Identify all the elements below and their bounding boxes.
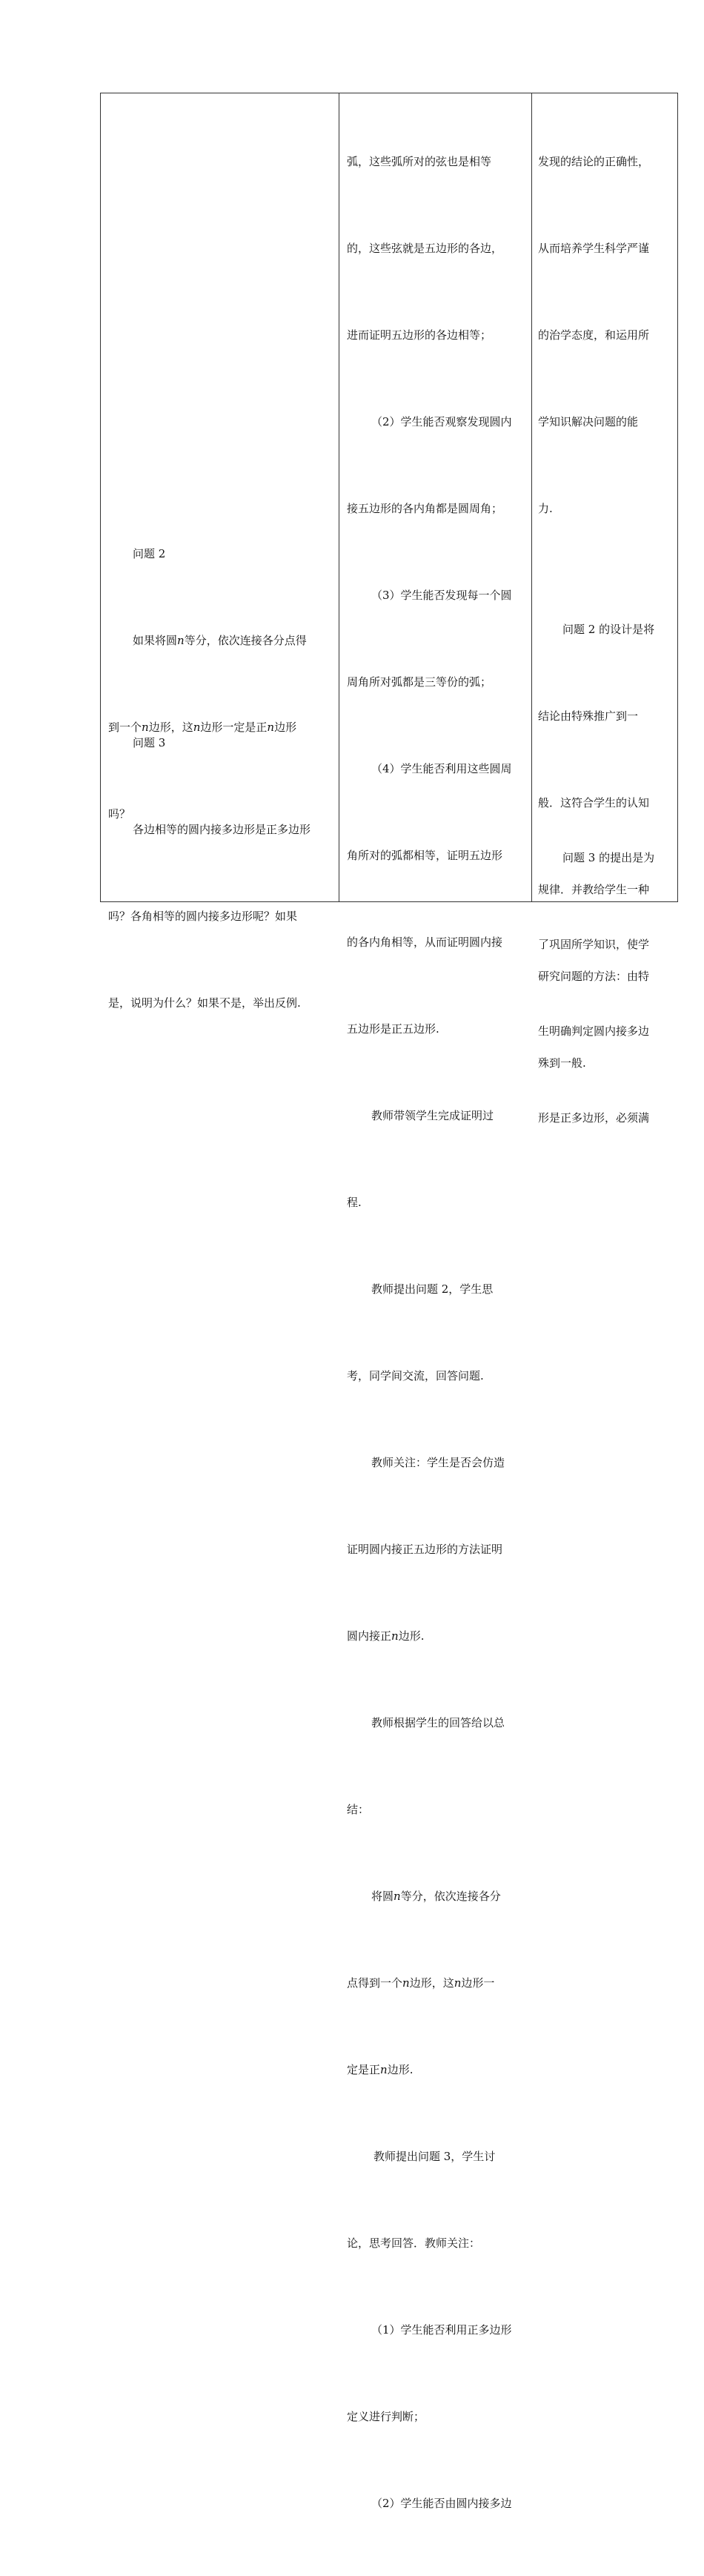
activity-line: 弧，这些弧所对的弦也是相等 bbox=[347, 155, 492, 168]
intent-line: 规律．并教给学生一种 bbox=[538, 883, 650, 896]
intent-line: 从而培养学生科学严谨 bbox=[538, 242, 650, 255]
question-2-title: 问题 2 bbox=[133, 547, 166, 560]
intent-line: 了巩固所学知识，使学 bbox=[538, 938, 650, 951]
activity-line: 教师根据学生的回答给以总 bbox=[371, 1716, 505, 1729]
activity-line: 证明圆内接正五边形的方法证明 bbox=[347, 1543, 503, 1556]
question-3-line: 各边相等的圆内接多边形是正多边形 bbox=[133, 823, 311, 836]
intent-line: 形是正多边形，必须满 bbox=[538, 1111, 650, 1125]
activity-line: 定义进行判断； bbox=[347, 2410, 425, 2423]
question-3-line: 吗？各角相等的圆内接多边形呢？如果 bbox=[108, 910, 298, 923]
activity-line: 考，同学间交流，回答问题. bbox=[347, 1369, 484, 1383]
activity-line: 进而证明五边形的各边相等； bbox=[347, 328, 492, 342]
activity-line: 程. bbox=[347, 1196, 362, 1209]
activity-line: 点得到一个n边形，这n边形一 bbox=[347, 1976, 495, 1990]
intent-line: 的治学态度，和运用所 bbox=[538, 328, 650, 342]
intent-line: 问题 2 的设计是将 bbox=[562, 623, 655, 636]
intent-line: 殊到一般. bbox=[538, 1056, 586, 1070]
activity-line: （4）学生能否利用这些圆周 bbox=[371, 762, 512, 775]
problem-column bbox=[101, 93, 339, 1010]
question-2-line: 吗？ bbox=[108, 807, 131, 821]
intent-line: 学知识解决问题的能 bbox=[538, 415, 639, 428]
activity-line: （2）学生能否由圆内接多边 bbox=[371, 2497, 512, 2510]
activity-line: 的，这些弦就是五边形的各边， bbox=[347, 242, 503, 255]
question-2-line: 如果将圆n等分，依次连接各分点得 bbox=[133, 634, 307, 647]
activity-line: 教师提出问题 3，学生讨 bbox=[373, 2150, 496, 2163]
activity-line: 周角所对弧都是三等份的弧； bbox=[347, 675, 492, 689]
activity-text bbox=[347, 90, 512, 2576]
intent-line: 问题 3 的提出是为 bbox=[562, 851, 655, 864]
activity-line: 接五边形的各内角都是圆周角； bbox=[347, 502, 503, 515]
activity-line: 教师带领学生完成证明过 bbox=[371, 1109, 494, 1122]
activity-line: 定是正n边形. bbox=[347, 2063, 414, 2076]
lesson-plan-table bbox=[100, 93, 678, 2510]
activity-column bbox=[339, 93, 531, 2510]
question-2-line: 到一个n边形，这n边形一定是正n边形 bbox=[108, 721, 297, 734]
question-3-title: 问题 3 bbox=[133, 736, 166, 749]
activity-line: 五边形是正五边形. bbox=[347, 1022, 439, 1036]
intent-line: 生明确判定圆内接多边 bbox=[538, 1024, 650, 1038]
activity-line: 结： bbox=[347, 1803, 370, 1816]
activity-line: 教师提出问题 2，学生思 bbox=[371, 1282, 494, 1296]
activity-line: 论，思考回答．教师关注： bbox=[347, 2236, 481, 2250]
intent-line: 结论由特殊推广到一 bbox=[538, 709, 639, 723]
activity-line: （2）学生能否观察发现圆内 bbox=[371, 415, 512, 428]
design-intent-text-a bbox=[538, 90, 649, 581]
activity-line: 圆内接正n边形. bbox=[347, 1629, 425, 1643]
activity-line: （1）学生能否利用正多边形 bbox=[371, 2323, 512, 2337]
question-3 bbox=[108, 671, 311, 1076]
activity-line: 教师关注：学生是否会仿造 bbox=[371, 1456, 505, 1469]
intent-line: 研究问题的方法：由特 bbox=[538, 970, 650, 983]
question-3-line: 是，说明为什么？如果不是，举出反例. bbox=[108, 996, 301, 1010]
intent-line: 力. bbox=[538, 502, 553, 515]
activity-line: （3）学生能否发现每一个圆 bbox=[371, 589, 512, 602]
intent-line: 发现的结论的正确性， bbox=[538, 155, 650, 168]
intent-line: 般．这符合学生的认知 bbox=[538, 796, 650, 809]
activity-line: 将圆n等分，依次连接各分 bbox=[371, 1890, 501, 1903]
design-intent-column bbox=[532, 93, 677, 1125]
design-intent-text-c bbox=[538, 786, 654, 1191]
activity-line: 的各内角相等，从而证明圆内接 bbox=[347, 936, 503, 949]
activity-line: 角所对的弧都相等，证明五边形 bbox=[347, 849, 503, 862]
